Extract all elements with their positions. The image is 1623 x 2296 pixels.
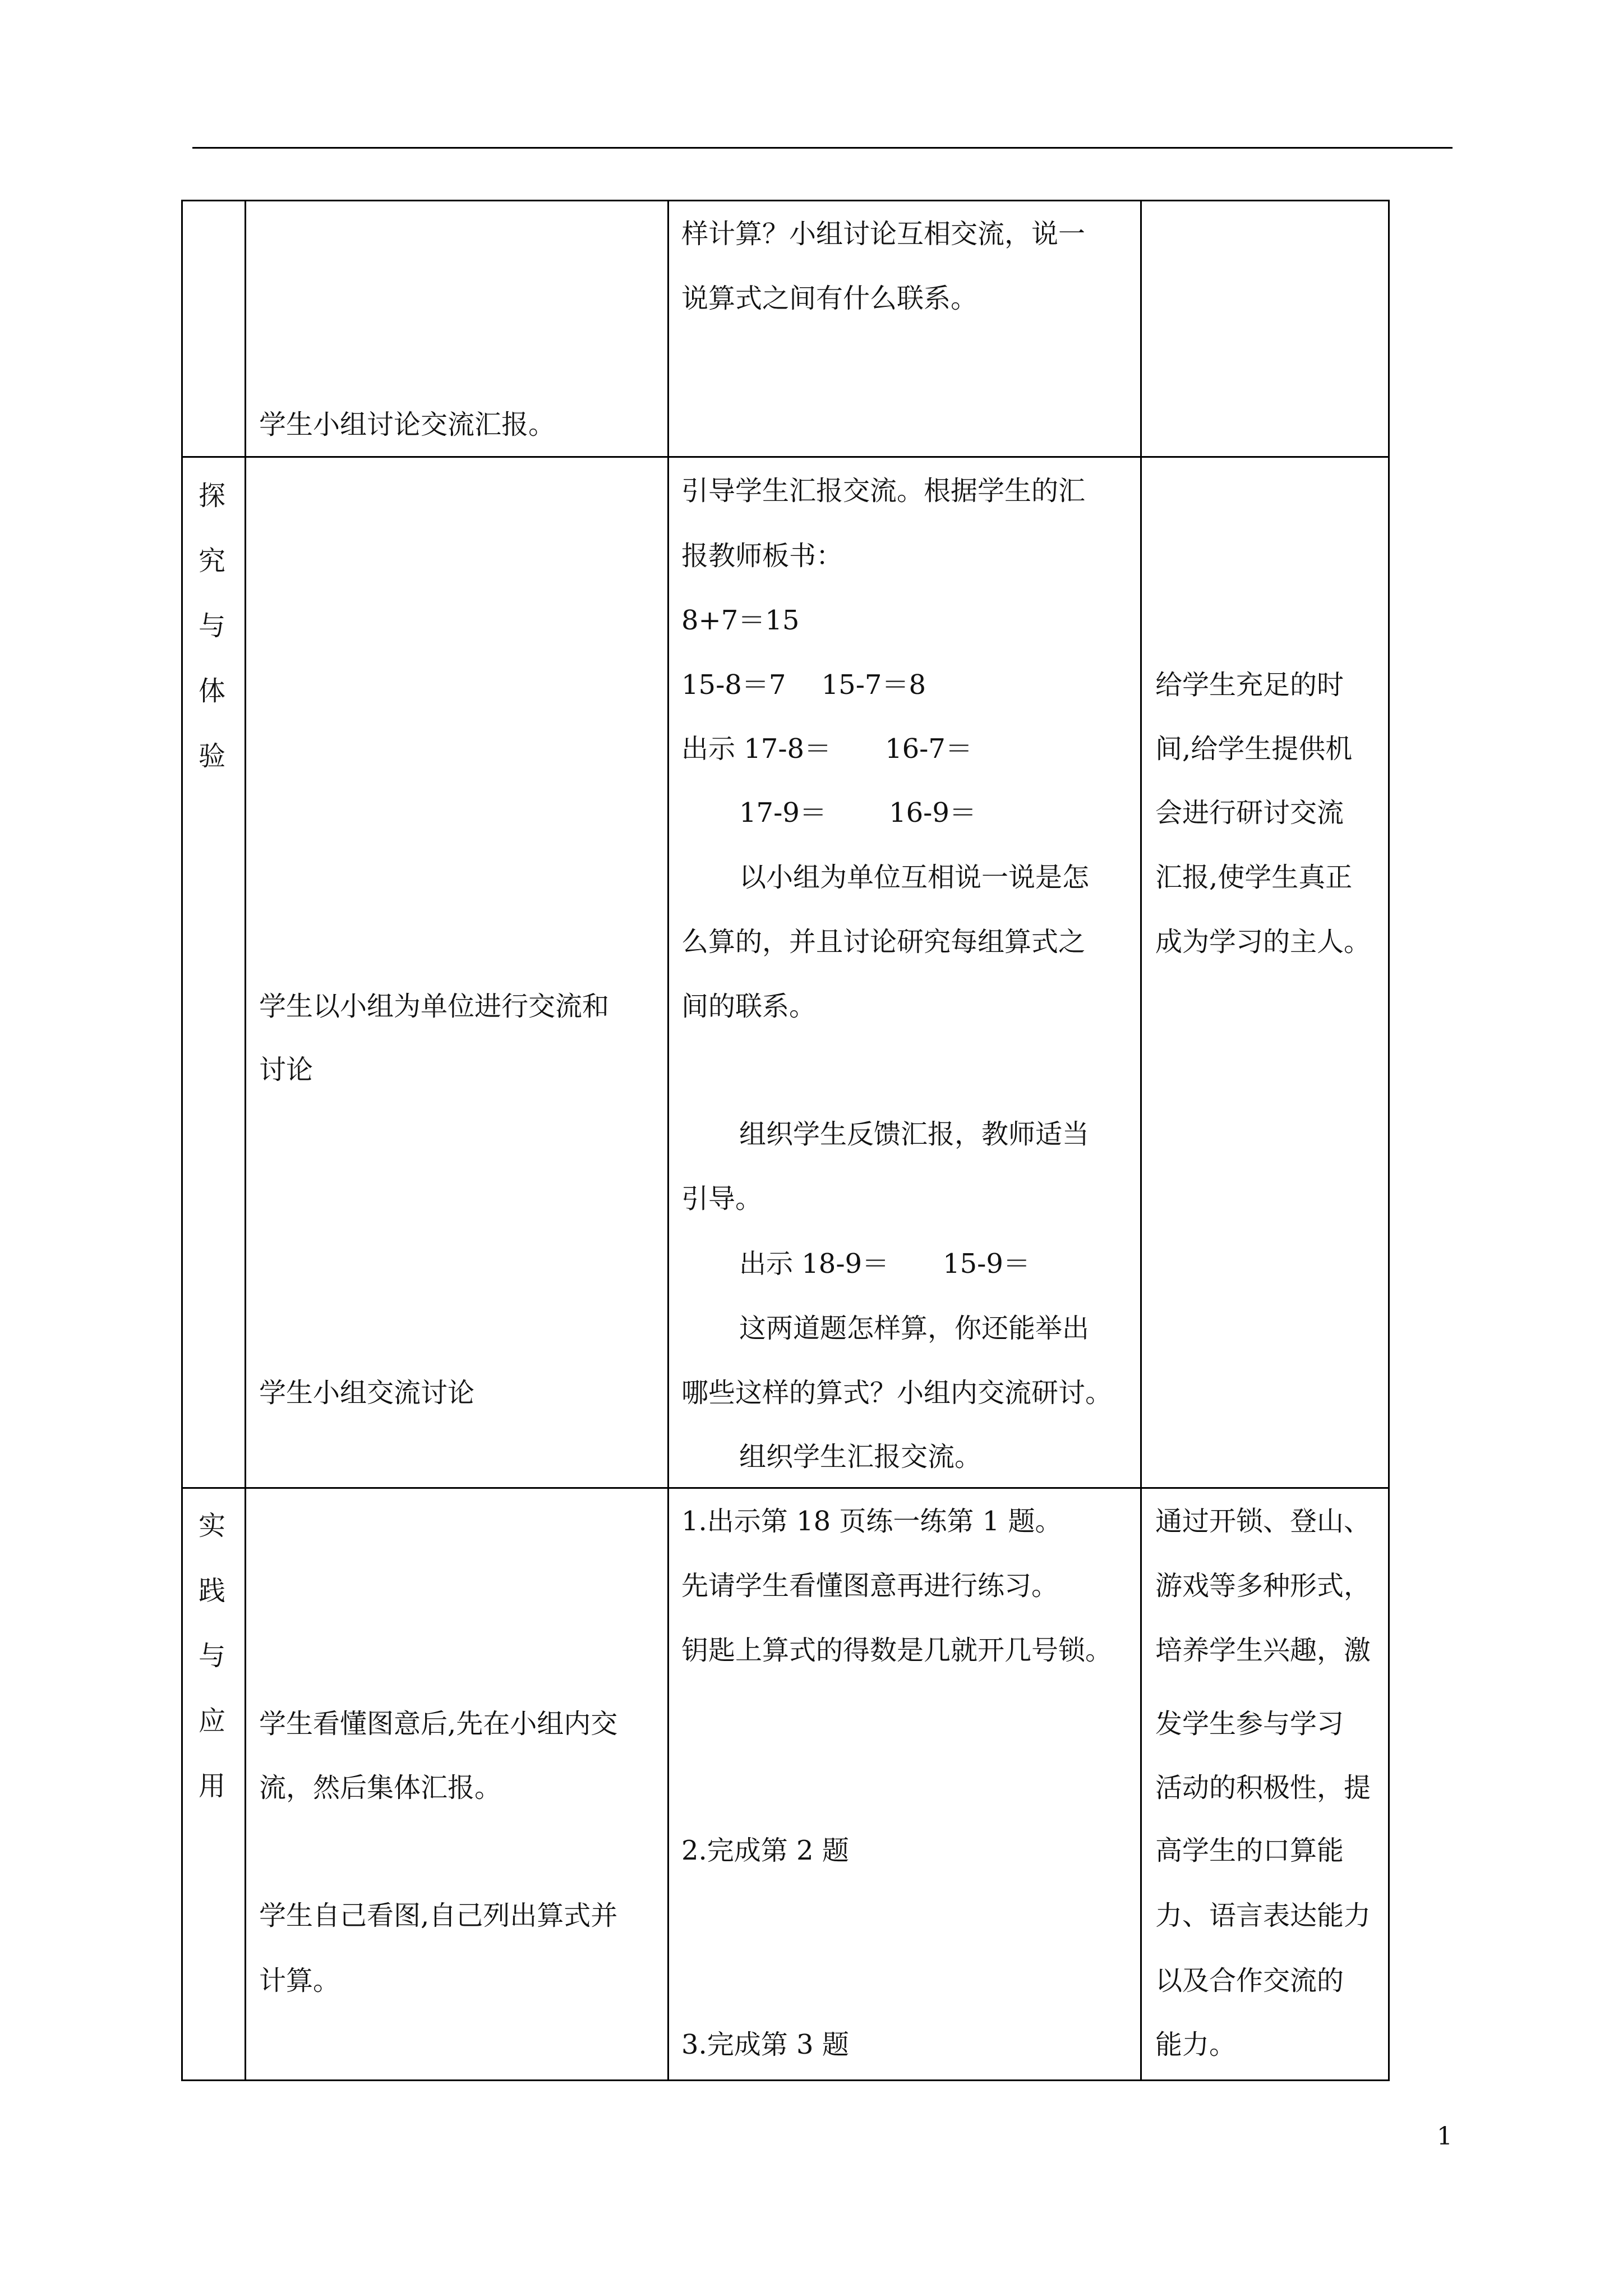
row2-teacher-line: 组织学生汇报交流。 bbox=[739, 1441, 982, 1473]
row3-intent-line: 通过开锁、登山、 bbox=[1155, 1506, 1371, 1537]
row2-student-line: 学生小组交流讨论 bbox=[259, 1377, 475, 1409]
row2-teacher-line: 报教师板书： bbox=[681, 540, 843, 572]
stage-label-practice: 实 践 与 应 用 bbox=[198, 1510, 225, 1802]
table-border-left bbox=[181, 200, 183, 2081]
row2-teacher-line: 引导学生汇报交流。根据学生的汇 bbox=[681, 475, 1086, 507]
row3-intent-line: 以及合作交流的 bbox=[1155, 1965, 1344, 1996]
row3-student-line: 计算。 bbox=[259, 1965, 340, 1996]
row3-teacher-line: 先请学生看懂图意再进行练习。 bbox=[681, 1570, 1059, 1602]
row2-teacher-line: 组织学生反馈汇报，教师适当 bbox=[739, 1119, 1090, 1150]
row2-intent-line: 间,给学生提供机 bbox=[1155, 733, 1353, 765]
row2-teacher-equation: 出示 17-8＝ 16-7＝ bbox=[681, 733, 972, 765]
row3-teacher-line: 钥匙上算式的得数是几就开几号锁。 bbox=[681, 1635, 1113, 1666]
row3-intent-line: 游戏等多种形式， bbox=[1155, 1570, 1371, 1602]
row2-teacher-line: 引导。 bbox=[681, 1183, 763, 1214]
row3-teacher-line: 1.出示第 18 页练一练第 1 题。 bbox=[681, 1506, 1062, 1537]
stage-label-explore: 探 究 与 体 验 bbox=[198, 480, 225, 772]
row2-teacher-line: 哪些这样的算式？小组内交流研讨。 bbox=[681, 1377, 1113, 1409]
table-row-divider-2 bbox=[181, 1487, 1390, 1489]
page-number: 1 bbox=[1437, 2122, 1453, 2151]
row3-teacher-line: 2.完成第 2 题 bbox=[681, 1835, 849, 1866]
table-border-right bbox=[1388, 200, 1390, 2081]
row3-student-line: 流，然后集体汇报。 bbox=[259, 1772, 502, 1803]
row3-intent-line: 高学生的口算能 bbox=[1155, 1835, 1344, 1866]
table-divider-teacher bbox=[1140, 200, 1142, 2081]
row2-teacher-equation: 17-9＝ 16-9＝ bbox=[739, 797, 976, 829]
row2-intent-line: 汇报,使学生真正 bbox=[1155, 862, 1353, 893]
row3-student-line: 学生看懂图意后,先在小组内交 bbox=[259, 1708, 618, 1740]
row2-intent-line: 成为学习的主人。 bbox=[1155, 926, 1371, 958]
table-divider-student bbox=[667, 200, 669, 2081]
row2-teacher-equation: 出示 18-9＝ 15-9＝ bbox=[739, 1248, 1030, 1280]
row1-student-text: 学生小组讨论交流汇报。 bbox=[259, 409, 556, 440]
row3-student-line: 学生自己看图,自己列出算式并 bbox=[259, 1900, 618, 1931]
row3-intent-line: 活动的积极性，提 bbox=[1155, 1772, 1371, 1803]
row3-intent-line: 培养学生兴趣，激 bbox=[1155, 1635, 1371, 1666]
row2-intent-line: 会进行研讨交流 bbox=[1155, 797, 1344, 829]
row3-teacher-line: 3.完成第 3 题 bbox=[681, 2029, 849, 2060]
row2-teacher-line: 么算的，并且讨论研究每组算式之 bbox=[681, 926, 1086, 958]
row1-teacher-line: 说算式之间有什么联系。 bbox=[681, 283, 978, 314]
table-divider-stage bbox=[245, 200, 246, 2081]
row2-student-line: 学生以小组为单位进行交流和 bbox=[259, 991, 610, 1022]
row2-teacher-line: 以小组为单位互相说一说是怎 bbox=[739, 862, 1090, 893]
table-border-top bbox=[181, 200, 1390, 201]
row2-teacher-equation: 15-8＝7 15-7＝8 bbox=[681, 669, 926, 701]
table-border-bottom bbox=[181, 2079, 1390, 2081]
row2-teacher-line: 间的联系。 bbox=[681, 991, 817, 1022]
row2-teacher-equation: 8+7＝15 bbox=[681, 605, 800, 636]
row1-teacher-line: 样计算？小组讨论互相交流，说一 bbox=[681, 218, 1086, 250]
row2-student-line: 讨论 bbox=[259, 1054, 313, 1085]
row2-teacher-line: 这两道题怎样算，你还能举出 bbox=[739, 1313, 1090, 1344]
row3-intent-line: 能力。 bbox=[1155, 2029, 1237, 2060]
header-rule bbox=[192, 147, 1453, 149]
row3-intent-line: 力、语言表达能力 bbox=[1155, 1900, 1371, 1931]
table-row-divider-1 bbox=[181, 456, 1390, 458]
row2-intent-line: 给学生充足的时 bbox=[1155, 669, 1344, 701]
row3-intent-line: 发学生参与学习 bbox=[1155, 1708, 1344, 1740]
